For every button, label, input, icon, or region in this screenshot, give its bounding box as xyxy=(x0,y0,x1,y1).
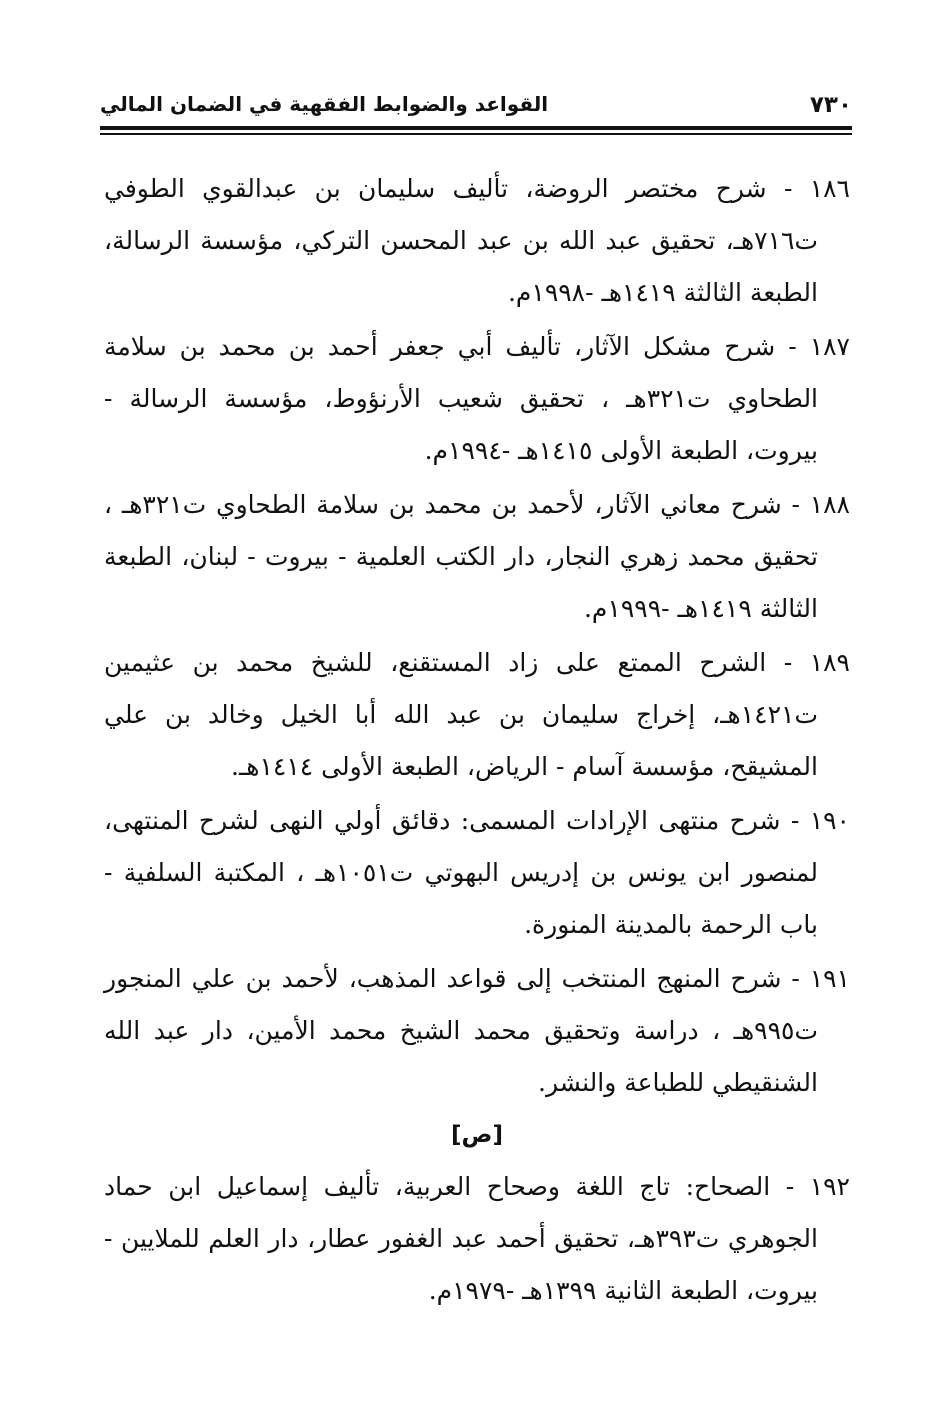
bibliography-entry-191 xyxy=(104,953,850,1109)
entry-body: ١٨٩ - الشرح الممتع على زاد المستقنع، للشيخ محمد بن عثيمين ت١٤٢١هـ، إخراج سليمان بن عبد الله أبا الخيل وخالد بن علي المشيقح، مؤسسة آسام - الرياض، الطبعة الأولى ١٤١٤هـ. xyxy=(104,648,850,781)
entry-body: ١٩٠ - شرح منتهى الإرادات المسمى: دقائق أولي النهى لشرح المنتهى، لمنصور ابن يونس بن إدريس البهوتي ت١٠٥١هـ ، المكتبة السلفية - باب الرحمة بالمدينة المنورة. xyxy=(104,806,850,939)
bibliography-entry-190 xyxy=(104,795,850,951)
entry-text: الصحاح: تاج اللغة وصحاح العربية، تأليف إسماعيل ابن حماد الجوهري ت٣٩٣هـ، تحقيق أحمد عبد الغفور عطار، دار العلم للملايين - بيروت، الطبعة الثانية ١٣٩٩هـ -١٩٧٩م. xyxy=(104,1172,818,1305)
page-number: ٧٣٠ xyxy=(809,92,852,118)
entry-text: شرح مشكل الآثار، تأليف أبي جعفر أحمد بن محمد بن سلامة الطحاوي ت٣٢١هـ ، تحقيق شعيب الأرنؤوط، مؤسسة الرسالة - بيروت، الطبعة الأولى ١٤١٥هـ -١٩٩٤م. xyxy=(104,332,819,465)
entry-body: ١٩١ - شرح المنهج المنتخب إلى قواعد المذهب، لأحمد بن علي المنجور ت٩٩٥هـ ، دراسة وتحقيق محمد الشيخ محمد الأمين، دار عبد الله الشنقيطي للطباعة والنشر. xyxy=(104,964,850,1097)
section-heading-sad: [ص] xyxy=(451,1122,503,1148)
bibliography-entry-192 xyxy=(104,1161,850,1317)
entry-text: شرح مختصر الروضة، تأليف سليمان بن عبدالقوي الطوفي ت٧١٦هـ، تحقيق عبد الله بن عبد المحسن التركي، مؤسسة الرسالة، الطبعة الثالثة ١٤١٩هـ -١٩٩٨م. xyxy=(104,174,818,307)
entry-number: ١٩٠ xyxy=(809,806,850,835)
entry-number: ١٨٦ xyxy=(809,174,850,203)
header-rule-thick xyxy=(100,126,852,130)
entry-text: الشرح الممتع على زاد المستقنع، للشيخ محمد بن عثيمين ت١٤٢١هـ، إخراج سليمان بن عبد الله أبا الخيل وخالد بن علي المشيقح، مؤسسة آسام - الرياض، الطبعة الأولى ١٤١٤هـ. xyxy=(104,648,818,781)
entry-text: شرح المنهج المنتخب إلى قواعد المذهب، لأحمد بن علي المنجور ت٩٩٥هـ ، دراسة وتحقيق محمد الشيخ محمد الأمين، دار عبد الله الشنقيطي للطباعة والنشر. xyxy=(104,964,818,1097)
entry-body: ١٨٨ - شرح معاني الآثار، لأحمد بن محمد بن سلامة الطحاوي ت٣٢١هـ ، تحقيق محمد زهري النجار، دار الكتب العلمية - بيروت - لبنان، الطبعة الثالثة ١٤١٩هـ -١٩٩٩م. xyxy=(104,490,850,623)
page-header xyxy=(100,92,852,122)
entry-text: شرح منتهى الإرادات المسمى: دقائق أولي النهى لشرح المنتهى، لمنصور ابن يونس بن إدريس البهوتي ت١٠٥١هـ ، المكتبة السلفية - باب الرحمة بالمدينة المنورة. xyxy=(104,806,818,939)
bibliography-list xyxy=(104,163,850,1319)
entry-body: ١٩٢ - الصحاح: تاج اللغة وصحاح العربية، تأليف إسماعيل ابن حماد الجوهري ت٣٩٣هـ، تحقيق أحمد عبد الغفور عطار، دار العلم للملايين - بيروت، الطبعة الثانية ١٣٩٩هـ -١٩٧٩م. xyxy=(104,1172,850,1305)
bibliography-entry-189 xyxy=(104,637,850,793)
bibliography-entry-186 xyxy=(104,163,850,319)
running-title: القواعد والضوابط الفقهية في الضمان المالي xyxy=(100,92,549,116)
entry-number: ١٨٨ xyxy=(809,490,850,519)
entry-number: ١٩٢ xyxy=(809,1172,850,1201)
entry-body: ١٨٧ - شرح مشكل الآثار، تأليف أبي جعفر أحمد بن محمد بن سلامة الطحاوي ت٣٢١هـ ، تحقيق شعيب الأرنؤوط، مؤسسة الرسالة - بيروت، الطبعة الأولى ١٤١٥هـ -١٩٩٤م. xyxy=(104,332,850,465)
entry-text: شرح معاني الآثار، لأحمد بن محمد بن سلامة الطحاوي ت٣٢١هـ ، تحقيق محمد زهري النجار، دار الكتب العلمية - بيروت - لبنان، الطبعة الثالثة ١٤١٩هـ -١٩٩٩م. xyxy=(104,490,818,623)
entry-number: ١٨٧ xyxy=(809,332,850,361)
entry-body: ١٨٦ - شرح مختصر الروضة، تأليف سليمان بن عبدالقوي الطوفي ت٧١٦هـ، تحقيق عبد الله بن عبد المحسن التركي، مؤسسة الرسالة، الطبعة الثالثة ١٤١٩هـ -١٩٩٨م. xyxy=(104,174,850,307)
bibliography-entry-187 xyxy=(104,321,850,477)
bibliography-entry-188 xyxy=(104,479,850,635)
entry-number: ١٨٩ xyxy=(809,648,850,677)
entry-number: ١٩١ xyxy=(809,964,850,993)
header-rule-thin xyxy=(100,133,852,135)
